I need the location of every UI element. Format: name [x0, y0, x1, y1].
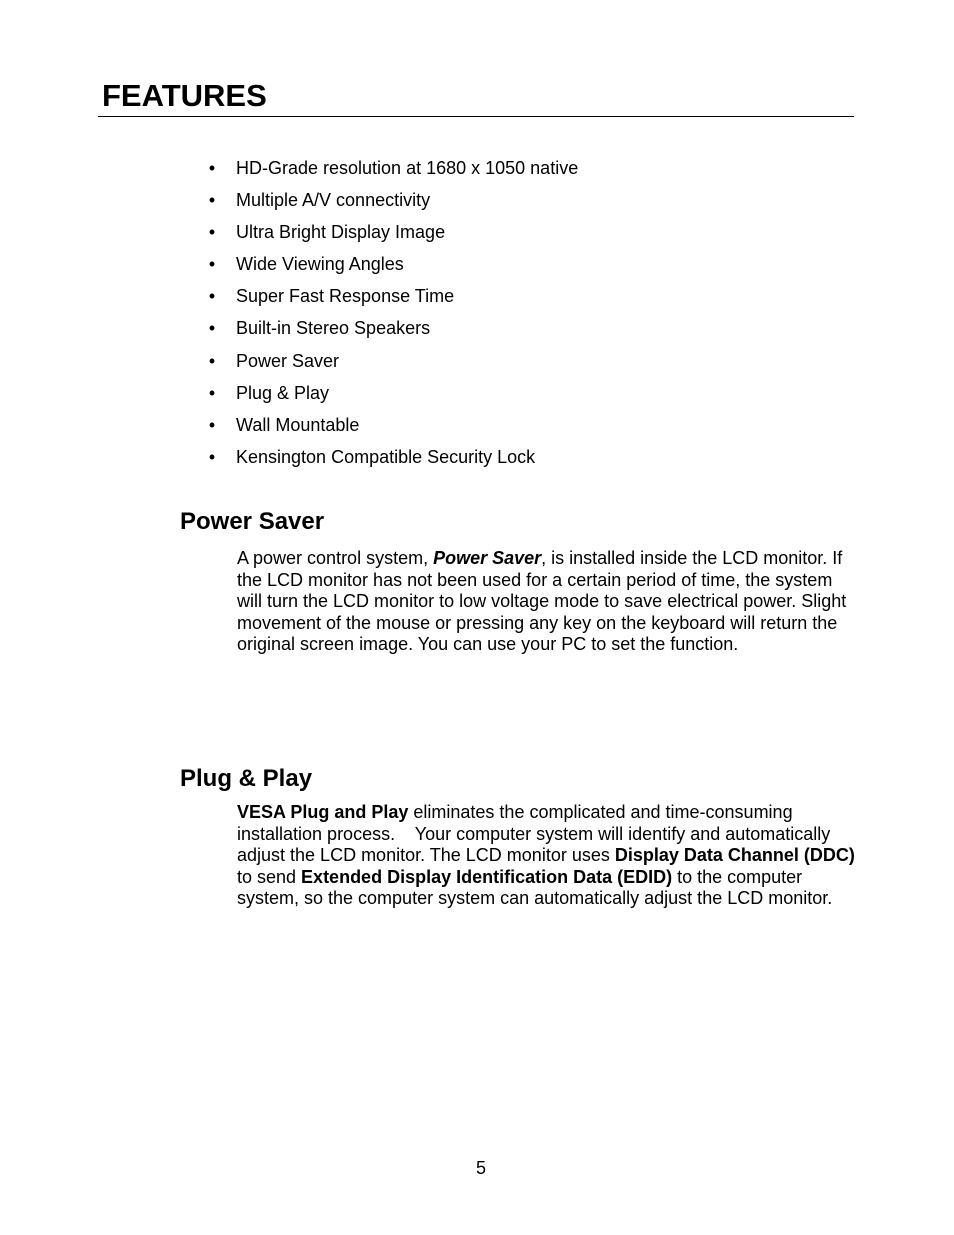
feature-text: Wall Mountable: [236, 414, 360, 435]
feature-text: HD-Grade resolution at 1680 x 1050 native: [236, 158, 579, 178]
feature-text: Plug & Play: [236, 382, 330, 403]
bullet-icon: •: [208, 350, 216, 371]
feature-text: Super Fast Response Time: [236, 286, 455, 307]
feature-text: Wide Viewing Angles: [236, 254, 404, 275]
edid-term: Extended Display Identification Data (EDID): [301, 866, 673, 887]
feature-text: Built-in Stereo Speakers: [236, 318, 431, 339]
power-saver-paragraph: [237, 548, 857, 656]
feature-text: Multiple A/V connectivity: [236, 190, 431, 211]
feature-text: Ultra Bright Display Image: [236, 222, 446, 243]
bullet-icon: •: [208, 190, 216, 211]
page-title: FEATURES: [102, 78, 267, 113]
feature-text: Power Saver: [236, 350, 340, 371]
bullet-icon: •: [208, 254, 216, 275]
power-saver-emphasis: Power Saver: [433, 548, 542, 568]
title-divider: [98, 116, 854, 117]
bullet-icon: •: [208, 158, 216, 178]
ddc-term: Display Data Channel (DDC): [614, 845, 855, 865]
power-saver-text: , is installed inside the LCD monitor. If the LCD monitor has not been used for a certain period of time, the system will turn the LCD monitor to low voltage mode to save electrical power. Slight movement of the mouse or pressing any key on the keyboard will return the original screen image. You can use your PC to set the function.: [237, 548, 847, 654]
plug-and-play-heading: Plug & Play: [180, 765, 313, 792]
vesa-term: VESA Plug and Play: [237, 802, 409, 822]
power-saver-heading: Power Saver: [180, 508, 325, 535]
plug-and-play-text: to the computer system, so the computer system can automatically adjust the LCD monitor.: [237, 866, 833, 908]
bullet-icon: •: [208, 222, 216, 243]
bullet-icon: •: [208, 446, 216, 467]
bullet-icon: •: [208, 382, 216, 403]
plug-and-play-text: to send: [237, 845, 860, 887]
bullet-icon: •: [208, 286, 216, 307]
plug-and-play-text: eliminates the complicated and time-consuming installation process. Your computer system will identify and automatically adjust the LCD monitor. The LCD monitor uses: [237, 802, 836, 865]
feature-text: Kensington Compatible Security Lock: [236, 446, 536, 467]
bullet-icon: •: [208, 414, 216, 435]
plug-and-play-paragraph: [237, 802, 860, 910]
power-saver-text: A power control system,: [237, 548, 434, 568]
bullet-icon: •: [208, 318, 216, 339]
page-number: 5: [475, 1158, 486, 1178]
